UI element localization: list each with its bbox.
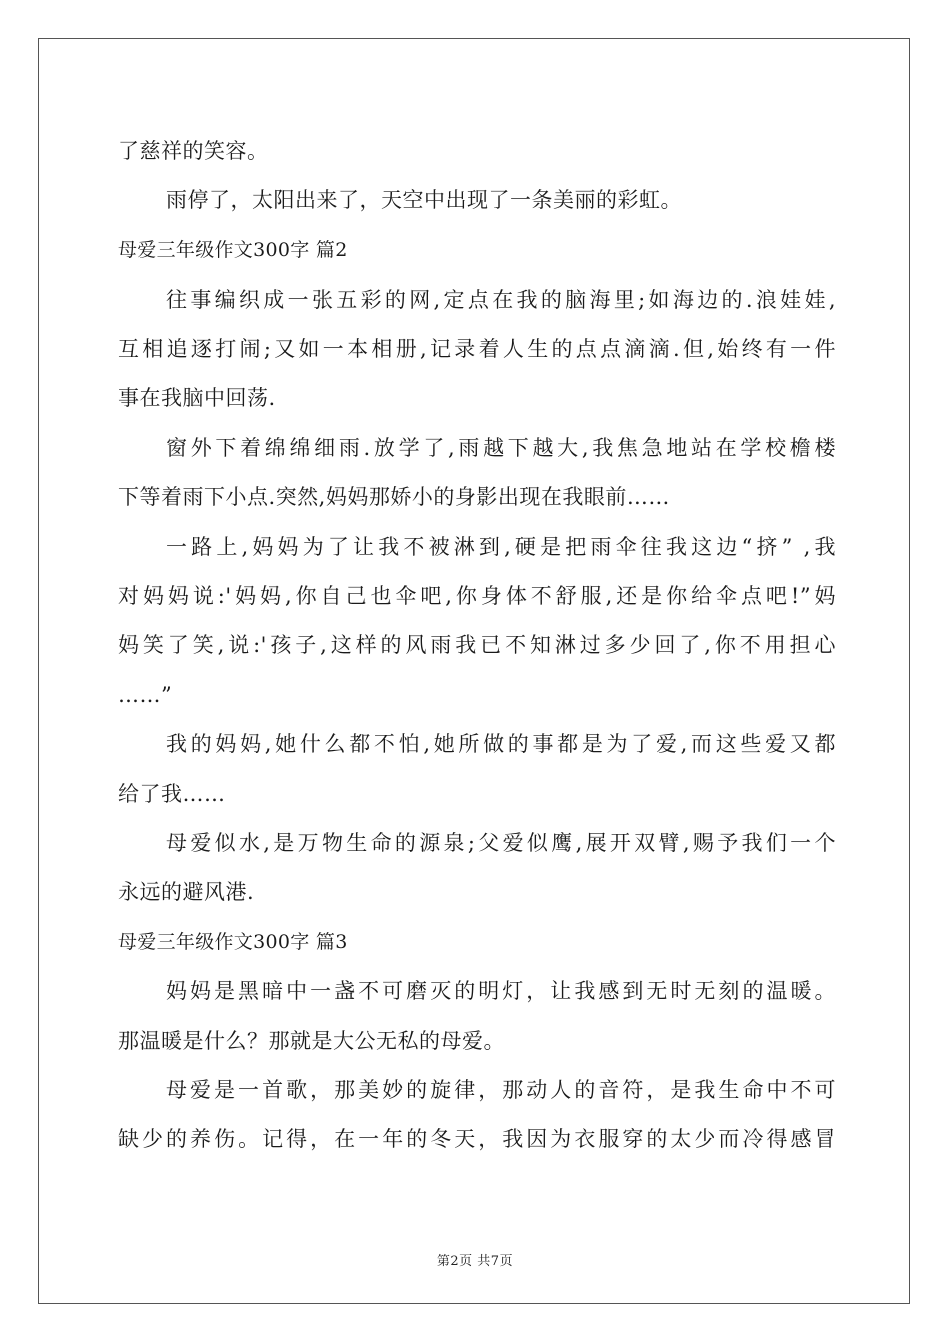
paragraph-line: 下等着雨下小点.突然,妈妈那娇小的身影出现在我眼前……	[118, 485, 670, 509]
section-heading: 母爱三年级作文300字 篇3	[118, 931, 348, 953]
paragraph-line: 窗外下着绵绵细雨.放学了,雨越下越大,我焦急地站在学校檐楼	[166, 436, 836, 460]
paragraph-line: 一路上,妈妈为了让我不被淋到,硬是把雨伞往我这边“挤” ,我	[166, 535, 836, 559]
paragraph-line: 母爱似水,是万物生命的源泉;父爱似鹰,展开双臂,赐予我们一个	[166, 831, 836, 855]
section-heading: 母爱三年级作文300字 篇2	[118, 239, 348, 261]
paragraph-line: 了慈祥的笑容。	[118, 139, 269, 163]
paragraph-line: 母爱是一首歌，那美妙的旋律，那动人的音符，是我生命中不可	[166, 1078, 836, 1102]
page-number-footer: 第2页 共7页	[436, 1254, 514, 1269]
paragraph-line: 妈妈是黑暗中一盏不可磨灭的明灯，让我感到无时无刻的温暖。	[166, 979, 836, 1003]
paragraph-line: 给了我……	[118, 782, 226, 806]
paragraph-line: 互相追逐打闹;又如一本相册,记录着人生的点点滴滴.但,始终有一件	[118, 337, 836, 361]
paragraph-line: 缺少的养伤。记得，在一年的冬天，我因为衣服穿的太少而冷得感冒	[118, 1127, 836, 1151]
paragraph-line: 妈笑了笑,说:'孩子,这样的风雨我已不知淋过多少回了,你不用担心	[118, 633, 836, 657]
paragraph-line: 对妈妈说:'妈妈,你自己也伞吧,你身体不舒服,还是你给伞点吧!”妈	[118, 584, 836, 608]
paragraph-line: 往事编织成一张五彩的网,定点在我的脑海里;如海边的.浪娃娃,	[166, 288, 836, 312]
paragraph-line: 永远的避风港.	[118, 880, 255, 904]
paragraph-line: 雨停了，太阳出来了，天空中出现了一条美丽的彩虹。	[166, 188, 682, 212]
page-border	[38, 38, 910, 1304]
paragraph-line: 我的妈妈,她什么都不怕,她所做的事都是为了爱,而这些爱又都	[166, 732, 836, 756]
paragraph-line: 事在我脑中回荡.	[118, 386, 276, 410]
paragraph-line: ……”	[118, 683, 173, 707]
paragraph-line: 那温暖是什么？那就是大公无私的母爱。	[118, 1029, 505, 1053]
